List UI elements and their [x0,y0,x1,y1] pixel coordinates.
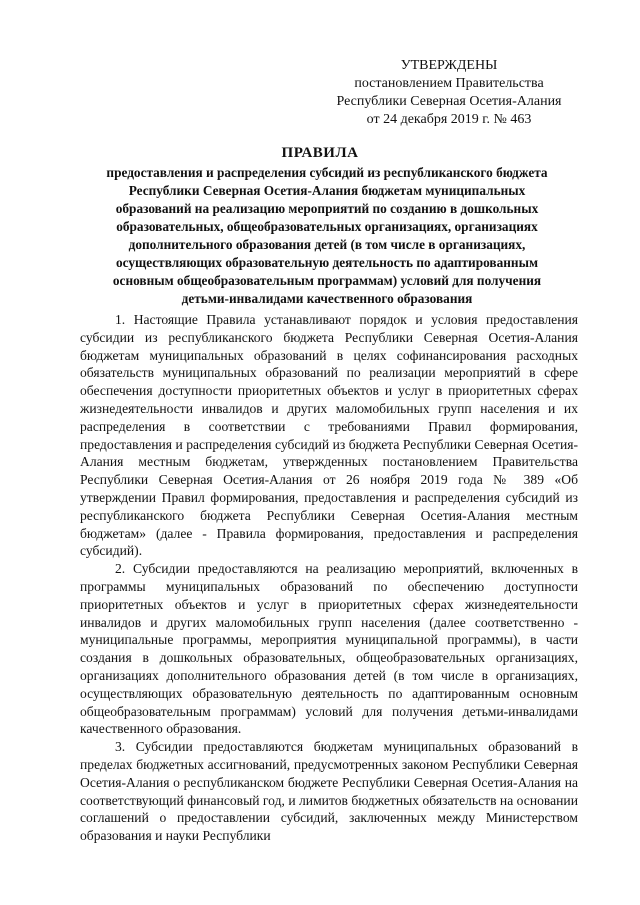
subtitle-line: осуществляющих образовательную деятельность по адаптированным [115,255,539,270]
approval-republic: Республики Северная Осетия-Алания [336,94,562,109]
subtitle-line: детьми-инвалидами качественного образования [181,291,473,306]
approval-resolution: постановлением Правительства [354,76,544,91]
document-subtitle [72,164,582,308]
document-body [80,311,578,845]
subtitle-line: дополнительного образования детей (в том числе в организациях, [128,237,526,252]
subtitle-line: образований на реализацию мероприятий по созданию в дошкольных [115,201,539,216]
subtitle-line: Республики Северная Осетия-Алания бюджетам муниципальных [128,183,526,198]
subtitle-line: образовательных, общеобразовательных организациях, организациях [116,219,538,234]
subtitle-line: основным общеобразовательным программам) условий для получения [112,273,542,288]
approval-block [320,57,578,129]
paragraph-1: 1. Настоящие Правила устанавливают порядок и условия предоставления субсидии из республиканского бюджета Республики Северная Осетия-Алания бюджетам муниципальных образований в целях софинансирования расходных обязательств муниципальных образований по реализации мероприятий в сфере обеспечения доступности приоритетных объектов и услуг в приоритетных сферах жизнедеятельности инвалидов и других маломобильных групп населения и их распределения в соответствии с требованиями Правил формирования, предоставления и распределения субсидий из бюджета Республики Северная Осетия-Алания местным бюджетам, утвержденных постановлением Правительства Республики Северная Осетия-Алания от 26 ноября 2019 года № 389 «Об утверждении Правил формирования, предоставления и распределения субсидий из республиканского бюджета Республики Северная Осетия-Алания местным бюджетам» (далее - Правила формирования, предоставления и распределения субсидий). [80,312,578,559]
approval-heading: УТВЕРЖДЕНЫ [400,58,498,73]
approval-date-number: от 24 декабря 2019 г. № 463 [366,112,532,127]
document-title: ПРАВИЛА [281,145,359,161]
subtitle-line: предоставления и распределения субсидий из республиканского бюджета [106,165,548,180]
paragraph-3: 3. Субсидии предоставляются бюджетам муниципальных образований в пределах бюджетных ассигнований, предусмотренных законом Республики Северная Осетия-Алания о республиканском бюджете Республики Северная Осетия-Алания на соответствующий финансовый год, и лимитов бюджетных обязательств на основании соглашений о предоставлении субсидий, заключенных между Министерством образования и науки Республики [80,739,578,844]
paragraph-2: 2. Субсидии предоставляются на реализацию мероприятий, включенных в программы муниципальных образований по обеспечению доступности приоритетных объектов и услуг в приоритетных сферах жизнедеятельности инвалидов и других маломобильных групп населения (далее соответственно - муниципальные программы, мероприятия муниципальной программы), в части создания в дошкольных образовательных, общеобразовательных организациях, организациях дополнительного образования детей (в том числе в организациях, осуществляющих образовательную деятельность по адаптированным основным общеобразовательным программам) условий для получения детьми-инвалидами качественного образования. [80,561,578,737]
